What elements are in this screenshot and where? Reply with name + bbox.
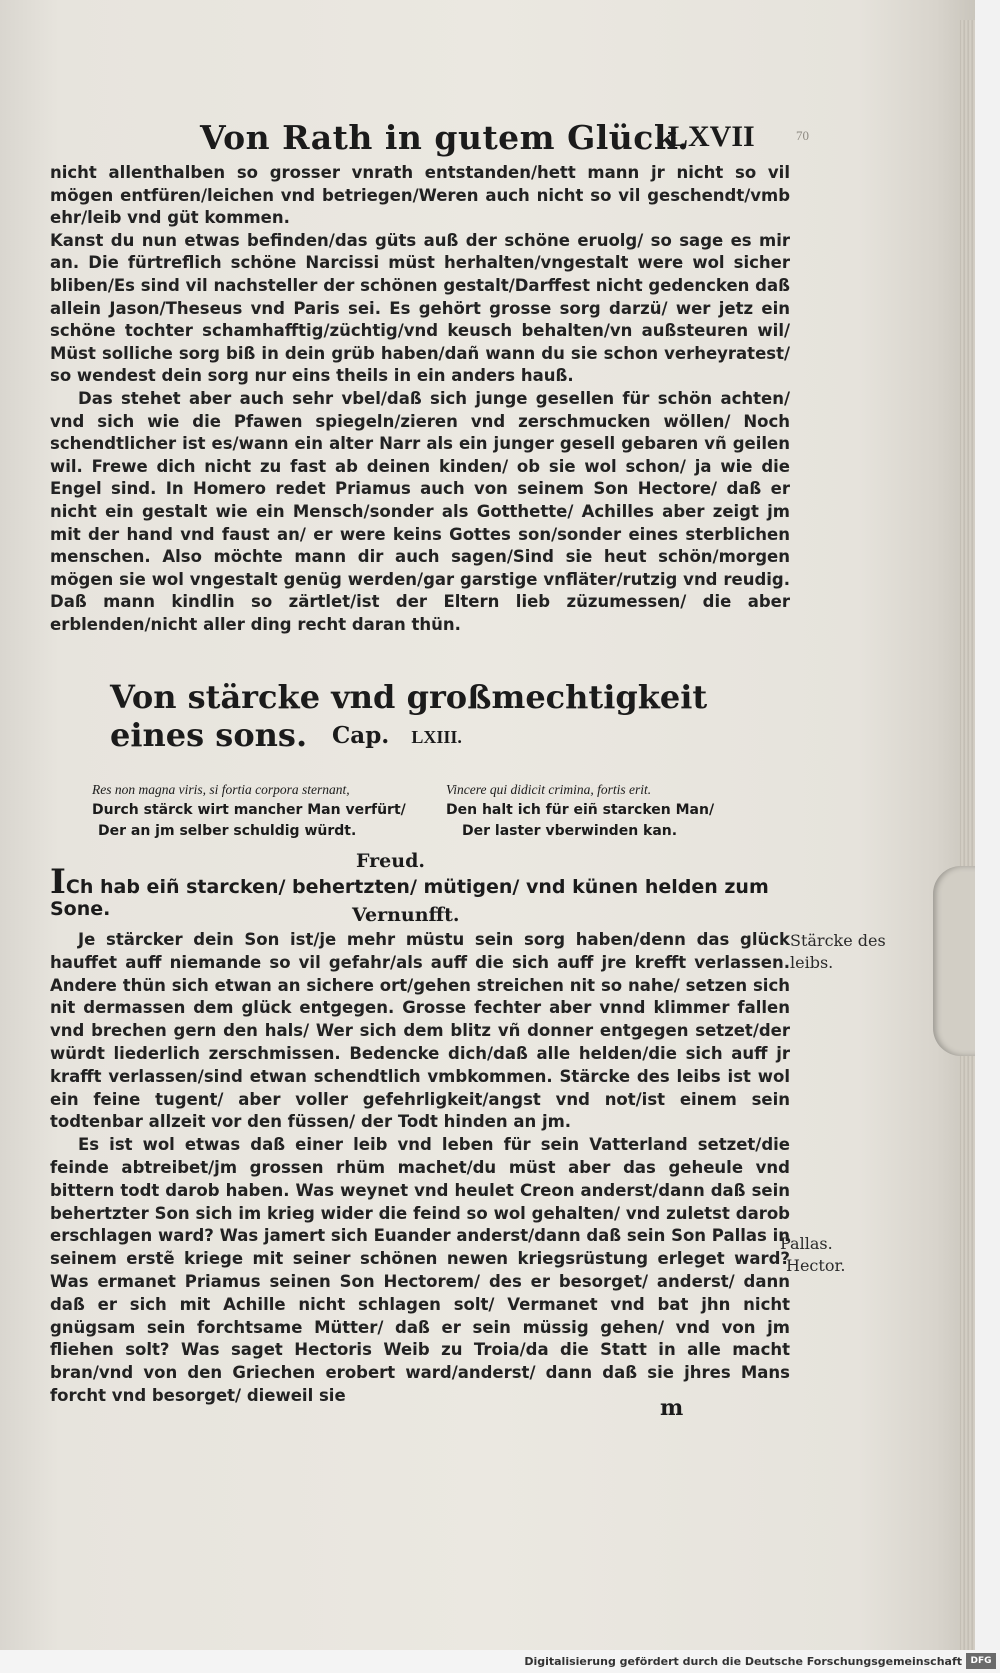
latin-verse: Vincere qui didicit crimina, fortis erit. — [446, 782, 652, 797]
paragraph: nicht allenthalben so grosser vnrath entstanden/hett mann jr nicht so vil mögen entfüren/leichen vnd betriegen/Weren auch nicht so vil geschendt/vmb ehr/leib vnd güt kommen. — [50, 163, 790, 228]
dfg-logo: DFG — [966, 1653, 996, 1669]
chapter-number — [332, 722, 462, 749]
margin-note-staercke — [790, 930, 886, 974]
chapter-label: Cap. — [332, 722, 390, 749]
catchword: m — [660, 1395, 684, 1421]
german-verse: Der laster vberwinden kan. — [462, 823, 678, 839]
verse-right — [446, 779, 714, 842]
pencil-page-number: 70 — [796, 128, 809, 143]
vernunfft-text — [50, 929, 790, 1408]
margin-note-pallas — [780, 1233, 845, 1277]
section-one-text — [50, 162, 790, 636]
drop-initial: I — [50, 862, 66, 902]
funding-credit: Digitalisierung gefördert durch die Deutsche Forschungsgemeinschaft — [524, 1655, 962, 1668]
page-edge — [960, 20, 975, 1650]
speaker-freud: Freud. — [356, 850, 425, 872]
paragraph: Das stehet aber auch sehr vbel/daß sich junge gesellen für schön achten/ vnd sich wie die Pfawen spiegeln/zieren vnd zerschmucken wöllen/ Noch schendtlicher ist es/wann ein alter Narr als ein junger gesell gebaren vñ geilen wil. Frewe dich nicht zu fast ab deinen kinden/ ob sie wol schon/ ja wie die Engel sind. In Homero redet Priamus auch von seinem Son Hectore/ daß er nicht ein gestalt wie ein Mensch/sonder als Gotthette/ Achilles aber zeigt jm mit der hand vnd faust an/ er were keins Gottes son/sonder eines sterblichen menschen. Also möchte mann dir auch sagen/Sind sie heut schön/morgen mögen sie wol vngestalt genüg werden/gar garstige vnfläter/rutzig vnd reudig. Daß mann kindlin so zärtlet/ist der Eltern lieb züzumessen/ die aber erblenden/nicht aller ding recht daran thün. — [50, 388, 790, 634]
speaker-vernunfft: Vernunfft. — [352, 904, 460, 926]
paragraph: Je stärcker dein Son ist/je mehr müstu sein sorg haben/denn das glück hauffet auff niemande so vil gefahr/als auff die sich auff jre krefft verlassen. Andere thün sich etwan an sichere ort/gehen streichen nit so nahe/ setzen sich nit dermassen dem glück entgegen. Grosse fechter aber vnnd klimmer fallen vnd brechen gern den hals/ Wer sich dem blitz vñ donner entgegen setzet/der würdt liederlich zerschmissen. Bedencke dich/daß alle helden/die sich auff jr krafft verlassen/sind etwan schendtlich vmbkommen. Stärcke des leibs ist wol ein feine tugent/ aber voller gefehrligkeit/angst vnd not/ist einem sein todtenbar allzeit vor den füssen/ der Todt hinden an jm. — [50, 930, 790, 1132]
german-verse: Durch stärck wirt mancher Man verfürt/ — [92, 802, 406, 818]
margin-note-line: leibs. — [790, 953, 834, 972]
footer-bar — [0, 1650, 1000, 1673]
margin-note-line: Hector. — [786, 1256, 846, 1275]
chapter-title: Von stärcke vnd großmechtigkeit eines sons. — [110, 678, 708, 754]
margin-note-line: Stärcke des — [790, 931, 886, 950]
german-verse: Der an jm selber schuldig würdt. — [98, 823, 357, 839]
margin-note-line: Pallas. — [780, 1234, 833, 1253]
page-tab-marker — [933, 866, 975, 1056]
verse-left — [92, 779, 406, 842]
paragraph: Kanst du nun etwas befinden/das güts auß der schöne eruolg/ so sage es mir an. Die fürtreflich schöne Narcissi müst herhalten/vngestalt were wol sicher bliben/Es sind vil nachsteller der schönen gestalt/Darffest nicht gedencken daß allein Jason/Theseus vnd Paris sei. Es gehört grosse sorg darzü/ wer jetz ein schöne tochter schamhafftig/züchtig/vnd keusch behalten/vn außsteuren wil/ Müst solliche sorg biß in dein grüb haben/dañ wann du sie schon verheyratest/ so wendest dein sorg nur eins theils in ein anders hauß. — [50, 230, 790, 386]
folio-number: LXVII — [668, 120, 755, 153]
chapter-roman: LXIII. — [411, 727, 462, 747]
paragraph: Es ist wol etwas daß einer leib vnd leben für sein Vatterland setzet/die feinde abtreibet/jm grossen rhüm machet/du müst aber das geheule vnd bittern todt darob haben. Was weynet vnd heulet Creon anderst/dann daß sein behertzter Son sich im krieg wider die feind so wol gehalten/ vnd zuletst darob erschlagen ward? Was jamert sich Euander anderst/dann daß sein Son Pallas in seinem erstẽ kriege mit seiner schönen newen kriegsrüstung erleget ward? Was ermanet Priamus seinen Son Hectorem/ des er besorget/ anderst/ dann daß er sich mit Achille nicht schlagen solt/ Vermanet vnd bat jhn nicht gnügsam sein forchtsame Mütter/ daß er sein müssig gehen/ vnd von jm fliehen solt? Was saget Hectoris Weib zu Troia/da die Statt in alle macht bran/vnd von den Griechen erobert ward/anderst/ dann daß sie jhres Mans forcht vnd besorget/ dieweil sie — [50, 1135, 790, 1405]
running-title: Von Rath in gutem Glück. — [200, 118, 690, 157]
german-verse: Den halt ich für eiñ starcken Man/ — [446, 802, 715, 818]
latin-verse: Res non magna viris, si fortia corpora sternant, — [92, 782, 350, 797]
freud-text: Ch hab eiñ starcken/ behertzten/ mütigen/ vnd künen helden zum Sone. — [50, 876, 769, 920]
